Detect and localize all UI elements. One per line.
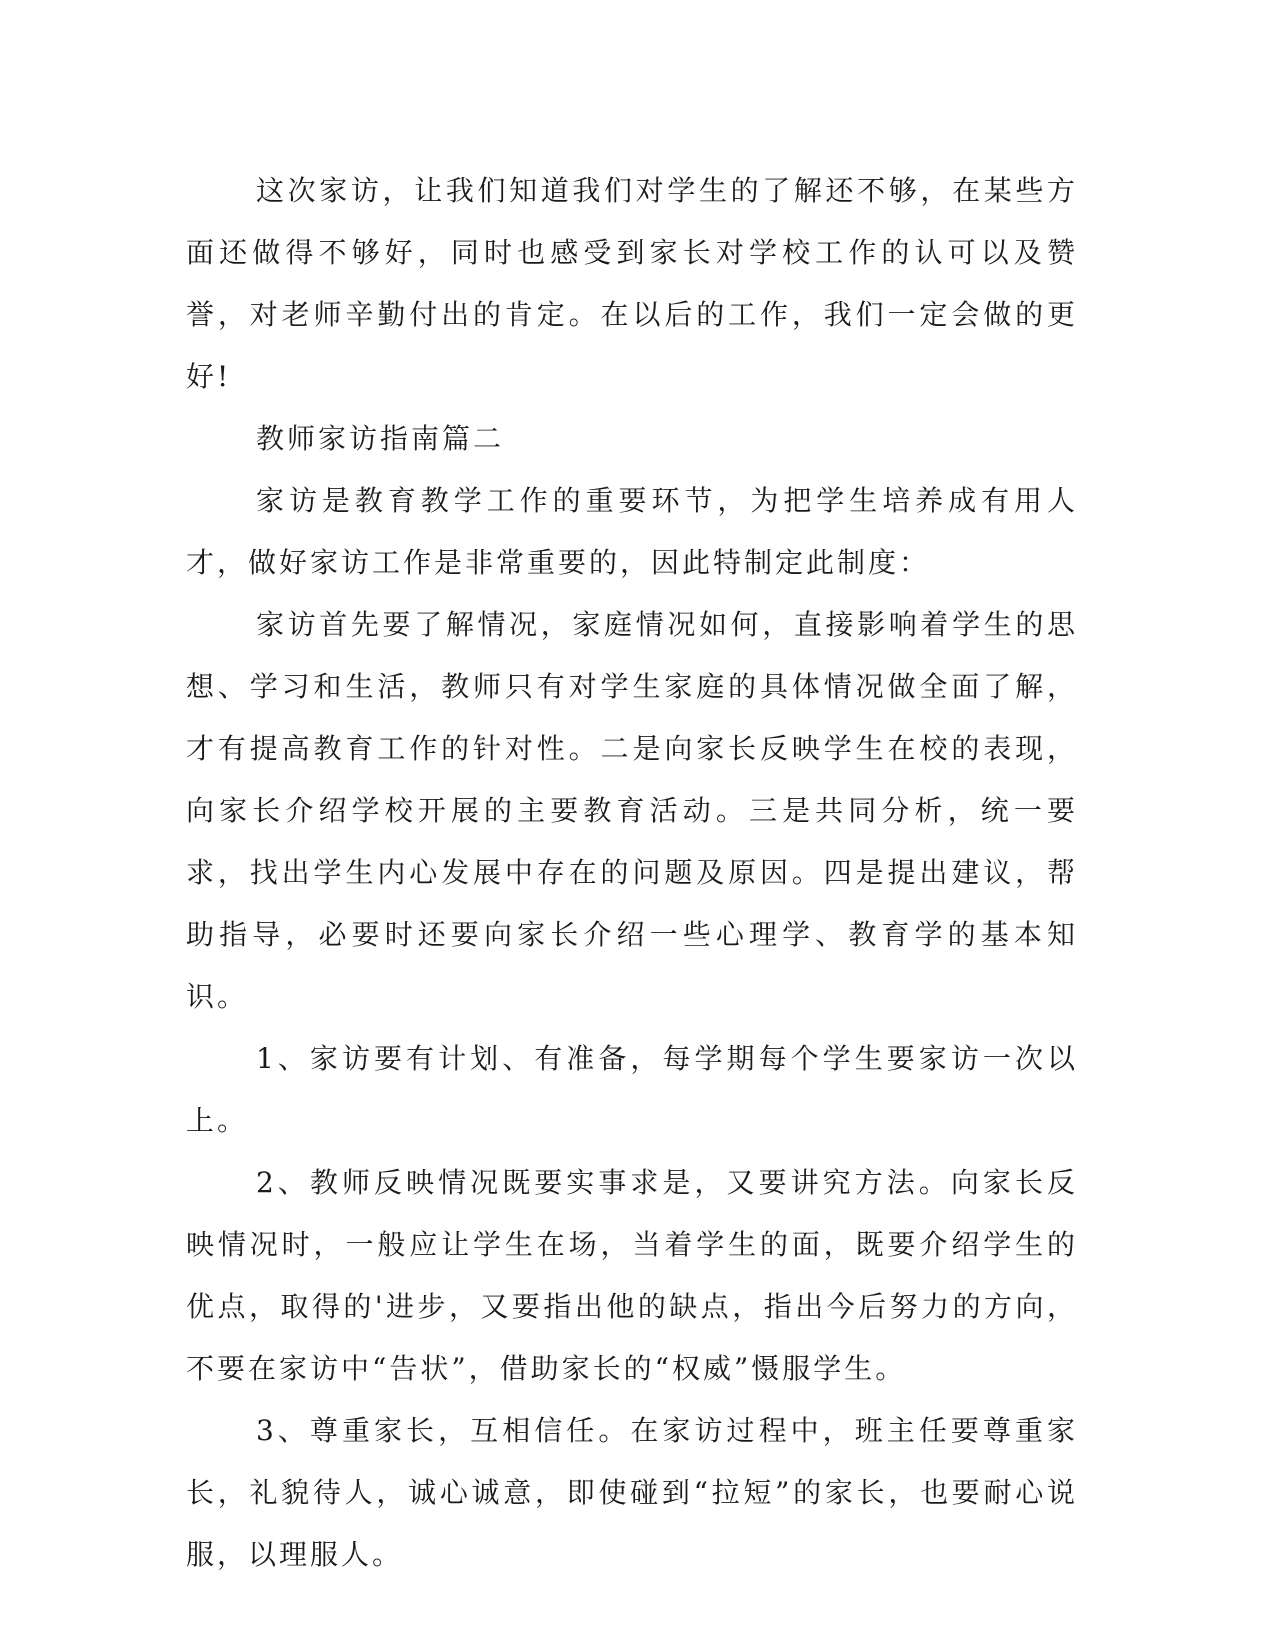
paragraph-closing-remarks: 这次家访，让我们知道我们对学生的了解还不够，在某些方面还做得不够好，同时也感受到家长对学校工作的认可以及赞誉，对老师辛勤付出的肯定。在以后的工作，我们一定会做的更好!: [186, 174, 1078, 393]
rule-item-3: 3、尊重家长，互相信任。在家访过程中，班主任要尊重家长，礼貌待人，诚心诚意，即使碰到“拉短”的家长，也要耐心说服，以理服人。: [186, 1414, 1078, 1571]
rule-item-1: 1、家访要有计划、有准备，每学期每个学生要家访一次以上。: [186, 1042, 1078, 1137]
paragraph-purpose: 家访首先要了解情况，家庭情况如何，直接影响着学生的思想、学习和生活，教师只有对学生家庭的具体情况做全面了解，才有提高教育工作的针对性。二是向家长反映学生在校的表现，向家长介绍学校开展的主要教育活动。三是共同分析，统一要求，找出学生内心发展中存在的问题及原因。四是提出建议，帮助指导，必要时还要向家长介绍一些心理学、教育学的基本知识。: [186, 608, 1078, 1013]
document-body: [186, 160, 1078, 1586]
paragraph-intro: 家访是教育教学工作的重要环节，为把学生培养成有用人才，做好家访工作是非常重要的，因此特制定此制度：: [186, 484, 1078, 579]
rule-item-2: 2、教师反映情况既要实事求是，又要讲究方法。向家长反映情况时，一般应让学生在场，当着学生的面，既要介绍学生的优点，取得的'进步，又要指出他的缺点，指出今后努力的方向，不要在家访中“告状”，借助家长的“权威”慑服学生。: [186, 1166, 1078, 1385]
section-heading: 教师家访指南篇二: [256, 422, 505, 455]
